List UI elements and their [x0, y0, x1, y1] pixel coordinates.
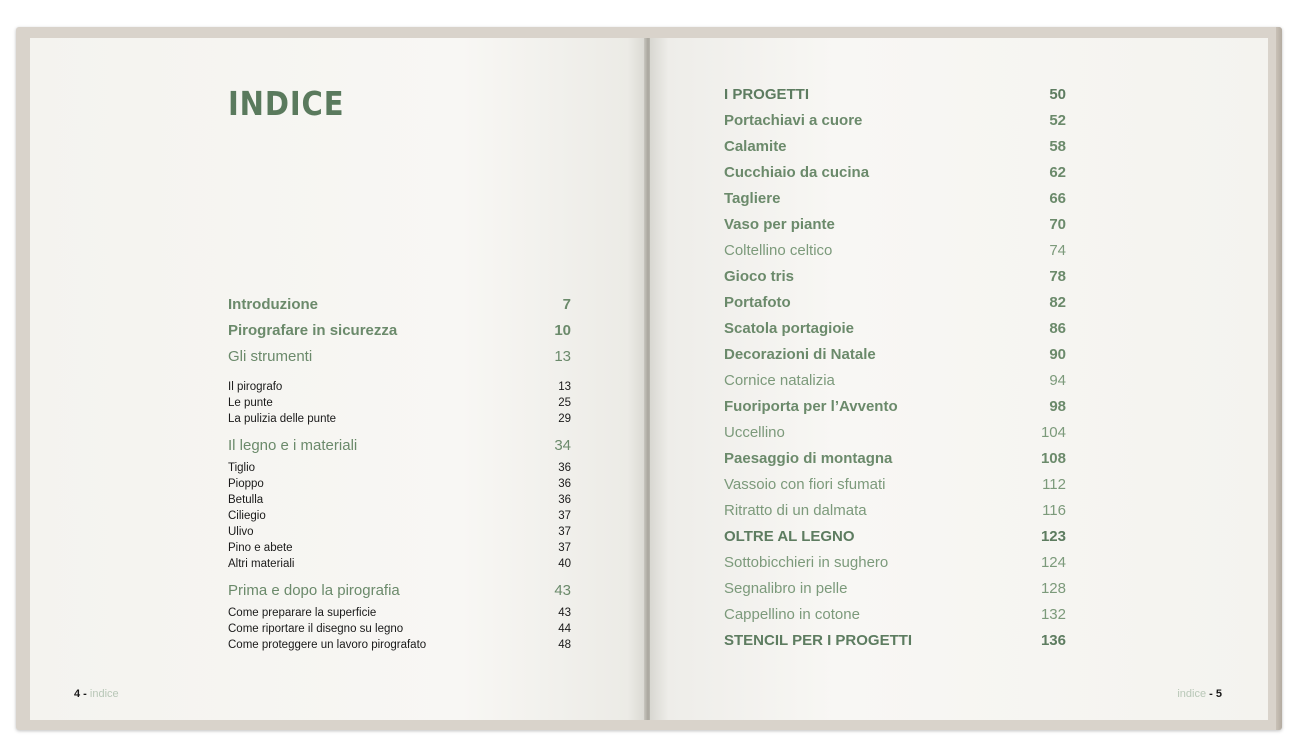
- toc-entry-label: Le punte: [228, 397, 273, 409]
- toc-entry-page: 78: [1049, 268, 1066, 285]
- toc-entry-page: 136: [1040, 632, 1066, 649]
- toc-subentry: [228, 494, 571, 506]
- toc-entry: [724, 398, 1066, 415]
- toc-entry-label: Vassoio con fiori sfumati: [724, 476, 886, 493]
- toc-entry-page: 7: [562, 296, 571, 313]
- toc-entry-page: 50: [1049, 86, 1066, 103]
- toc-entry-page: 37: [558, 542, 571, 554]
- toc-entry-label: Scatola portagioie: [724, 320, 855, 337]
- toc-entry: [724, 580, 1066, 597]
- toc-entry-label: Il pirografo: [228, 381, 283, 393]
- toc-entry: [724, 554, 1066, 571]
- toc-entry-label: Pino e abete: [228, 542, 293, 554]
- toc-subentry: [228, 381, 571, 393]
- toc-entry-label: Gioco tris: [724, 268, 795, 285]
- toc-entry-page: 70: [1049, 216, 1066, 233]
- toc-entry-label: Fuoriporta per l’Avvento: [724, 398, 898, 415]
- toc-entry: [724, 502, 1066, 519]
- page-folio-left: [74, 688, 119, 700]
- toc-entry-page: 34: [554, 437, 571, 454]
- toc-entry: [724, 112, 1066, 129]
- toc-entry-label: I PROGETTI: [724, 86, 810, 103]
- toc-entry-label: Paesaggio di montagna: [724, 450, 893, 467]
- toc-entry-page: 13: [558, 381, 571, 393]
- toc-entry-label: Tiglio: [228, 462, 256, 474]
- toc-entry: [228, 582, 571, 599]
- page-folio-right: [1177, 688, 1222, 700]
- toc-entry-page: 43: [558, 607, 571, 619]
- toc-entry: [724, 450, 1066, 467]
- toc-entry-page: 98: [1049, 398, 1066, 415]
- toc-entry-label: Come preparare la superficie: [228, 607, 377, 619]
- toc-entry-page: 116: [1042, 502, 1066, 519]
- toc-entry: [228, 296, 571, 313]
- right-page: [650, 38, 1268, 720]
- toc-entry-label: OLTRE AL LEGNO: [724, 528, 855, 545]
- toc-entry-page: 66: [1049, 190, 1066, 207]
- toc-entry-page: 90: [1049, 346, 1066, 363]
- toc-entry-label: Calamite: [724, 138, 787, 155]
- toc-entry-page: 37: [558, 510, 571, 522]
- toc-subentry: [228, 413, 571, 425]
- toc-subentry: [228, 607, 571, 619]
- toc-section-heading: [724, 86, 1066, 103]
- toc-entry-label: Portafoto: [724, 294, 791, 311]
- toc-entry: [228, 437, 571, 454]
- toc-entry-label: Come riportare il disegno su legno: [228, 623, 404, 635]
- toc-subentry: [228, 623, 571, 635]
- toc-entry: [724, 268, 1066, 285]
- toc-entry-label: Come proteggere un lavoro pirografato: [228, 639, 427, 651]
- toc-entry-page: 128: [1040, 580, 1066, 597]
- toc-entry: [724, 476, 1066, 493]
- toc-entry-page: 132: [1040, 606, 1066, 623]
- toc-subentry: [228, 542, 571, 554]
- toc-entry-page: 52: [1049, 112, 1066, 129]
- toc-entry: [724, 424, 1066, 441]
- toc-entry-page: 104: [1040, 424, 1066, 441]
- toc-entry-label: Uccellino: [724, 424, 785, 441]
- toc-subentry: [228, 510, 571, 522]
- folio-word: indice: [1177, 688, 1207, 700]
- toc-entry-label: STENCIL PER I PROGETTI: [724, 632, 913, 649]
- toc-entry-page: 40: [558, 558, 571, 570]
- page-title: INDICE: [228, 84, 345, 123]
- toc-entry-page: 86: [1049, 320, 1066, 337]
- toc-entry-page: 58: [1049, 138, 1066, 155]
- left-page: [30, 38, 646, 720]
- toc-entry-label: Pioppo: [228, 478, 264, 490]
- toc-entry-label: Vaso per piante: [724, 216, 835, 233]
- toc-entry-page: 36: [558, 462, 571, 474]
- toc-entry-label: Prima e dopo la pirografia: [228, 582, 400, 599]
- toc-entry: [228, 348, 571, 365]
- toc-entry-label: Pirografare in sicurezza: [228, 322, 398, 339]
- toc-entry-label: Segnalibro in pelle: [724, 580, 848, 597]
- toc-entry: [724, 190, 1066, 207]
- folio-separator: -: [80, 688, 90, 700]
- toc-entry-page: 29: [558, 413, 571, 425]
- toc-entry-label: Cucchiaio da cucina: [724, 164, 870, 181]
- toc-entry-page: 36: [558, 494, 571, 506]
- toc-entry-label: Coltellino celtico: [724, 242, 833, 259]
- toc-entry-label: Ulivo: [228, 526, 254, 538]
- toc-entry-label: Cappellino in cotone: [724, 606, 860, 623]
- toc-entry-label: Portachiavi a cuore: [724, 112, 863, 129]
- toc-entry-label: Ritratto di un dalmata: [724, 502, 867, 519]
- toc-entry-label: Introduzione: [228, 296, 318, 313]
- toc-entry-label: Il legno e i materiali: [228, 437, 358, 454]
- toc-entry-page: 124: [1040, 554, 1066, 571]
- toc-entry-page: 62: [1049, 164, 1066, 181]
- toc-entry-page: 74: [1049, 242, 1066, 259]
- toc-entry-label: Altri materiali: [228, 558, 295, 570]
- toc-entry-page: 10: [554, 322, 571, 339]
- toc-entry-page: 43: [554, 582, 571, 599]
- toc-entry: [228, 322, 571, 339]
- toc-entry: [724, 164, 1066, 181]
- toc-entry-page: 37: [558, 526, 571, 538]
- toc-section-heading: [724, 632, 1066, 649]
- toc-entry-page: 82: [1049, 294, 1066, 311]
- toc-section-heading: [724, 528, 1066, 545]
- toc-entry-label: Cornice natalizia: [724, 372, 835, 389]
- toc-entry-page: 108: [1040, 450, 1066, 467]
- toc-subentry: [228, 397, 571, 409]
- toc-subentry: [228, 478, 571, 490]
- toc-entry-page: 123: [1040, 528, 1066, 545]
- toc-entry-page: 112: [1042, 476, 1066, 493]
- toc-subentry: [228, 558, 571, 570]
- toc-entry: [724, 216, 1066, 233]
- toc-entry-label: La pulizia delle punte: [228, 413, 337, 425]
- toc-subentry: [228, 639, 571, 651]
- toc-entry-label: Tagliere: [724, 190, 781, 207]
- toc-entry-label: Ciliegio: [228, 510, 266, 522]
- toc-entry-page: 25: [558, 397, 571, 409]
- folio-word: indice: [89, 688, 119, 700]
- toc-subentry: [228, 462, 571, 474]
- toc-entry-label: Betulla: [228, 494, 264, 506]
- toc-entry-page: 48: [558, 639, 571, 651]
- toc-entry: [724, 294, 1066, 311]
- toc-entry: [724, 346, 1066, 363]
- toc-entry: [724, 320, 1066, 337]
- toc-entry-page: 44: [558, 623, 571, 635]
- toc-entry: [724, 606, 1066, 623]
- toc-entry-page: 13: [554, 348, 571, 365]
- toc-entry-label: Gli strumenti: [228, 348, 313, 365]
- cover-edge: [1276, 27, 1282, 730]
- toc-entry-page: 36: [558, 478, 571, 490]
- toc-entry: [724, 138, 1066, 155]
- toc-entry-label: Decorazioni di Natale: [724, 346, 876, 363]
- toc-entry-label: Sottobicchieri in sughero: [724, 554, 889, 571]
- toc-subentry: [228, 526, 571, 538]
- folio-number: 4: [74, 688, 81, 700]
- folio-number: 5: [1215, 688, 1222, 700]
- toc-entry-page: 94: [1049, 372, 1066, 389]
- folio-separator: -: [1206, 688, 1216, 700]
- toc-entry: [724, 242, 1066, 259]
- toc-entry: [724, 372, 1066, 389]
